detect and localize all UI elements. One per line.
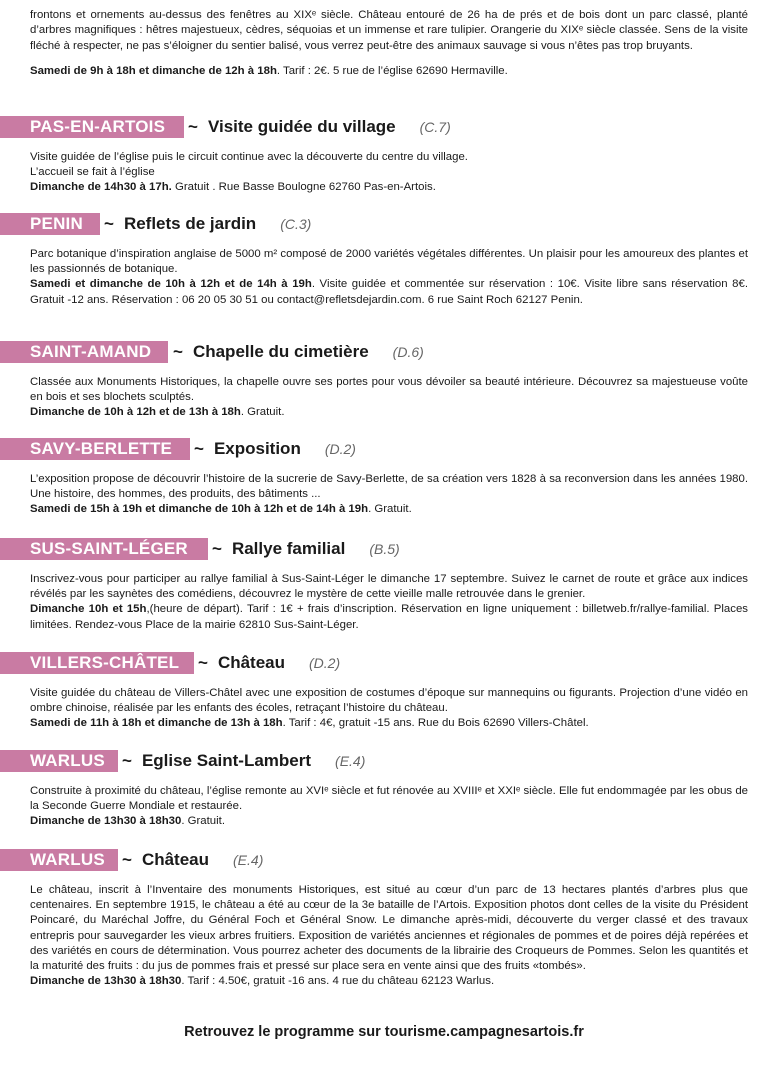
event-description: Classée aux Monuments Historiques, la chapelle ouvre ses portes pour vous dévoiler sa beauté intérieure. Découvrez sa majestueuse voûte en bois et ses blochets sculptés. xyxy=(30,376,748,404)
event-title: Château xyxy=(217,653,286,672)
event-heading xyxy=(0,849,768,871)
event-schedule-details: Gratuit . Rue Basse Boulogne 62760 Pas-en-Artois. xyxy=(171,181,436,194)
event-title: Reflets de jardin xyxy=(123,214,257,233)
event-body xyxy=(30,883,748,989)
event-body xyxy=(30,375,748,421)
map-grid-ref: (C.7) xyxy=(419,119,451,135)
tilde-separator: ~ xyxy=(173,342,183,361)
event-heading xyxy=(0,438,768,460)
event-schedule-details: . Tarif : 4€, gratuit -15 ans. Rue du Bois 62690 Villers-Châtel. xyxy=(282,717,589,730)
town-badge: PENIN xyxy=(0,213,100,235)
event-description: Construite à proximité du château, l’église remonte au XVIᵉ siècle et fut rénovée au XVIIIᵉ et XXIᵉ siècle. Elle fut endommagée par les obus de la Seconde Guerre Mondiale et restaurée. xyxy=(30,785,748,813)
event-schedule xyxy=(30,602,748,632)
event-schedule-details: ,(heure de départ). Tarif : 1€ + frais d’inscription. Réservation en ligne uniquement : billetweb.fr/rallye-familial. Places limitées. Rendez-vous Place de la mairie 62810 Sus-Saint-Léger. xyxy=(30,603,748,631)
town-badge: WARLUS xyxy=(0,849,118,871)
event-title-line xyxy=(122,849,263,871)
event-warlus-eglise xyxy=(0,750,768,830)
event-sus-saint-leger xyxy=(0,538,768,633)
map-grid-ref: (D.2) xyxy=(309,655,341,671)
town-badge: WARLUS xyxy=(0,750,118,772)
event-description: Le château, inscrit à l’Inventaire des monuments Historiques, est situé au cœur d’un parc de 13 hectares plantés d’arbres plus que centenaires. En septembre 1915, le château a été au cœur de la 3e bataille de l’Artois. Exposition photos dont celles de la visite du Président Poincaré, du Maréchal Joffre, du Général Foch et Général Snow. Le dimanche après-midi, découverte du verger classé et des travaux entrepris pour sauvegarder les vieux arbres fruitiers. Exposition de variétés anciennes et régionales de pommes et de poires déjà repérées et des variétés en cours de détermination. Vous pourrez acheter des documents de la librairie des Croqueurs de Pommes. Selon les quantités et la maturité des fruits : du jus de pommes frais et pressé sur place sera en vente ainsi que des fruits «tombés». xyxy=(30,884,748,973)
event-villers-chatel xyxy=(0,652,768,732)
event-schedule-hours: Dimanche de 10h à 12h et de 13h à 18h xyxy=(30,406,241,419)
map-grid-ref: (B.5) xyxy=(369,541,400,557)
map-grid-ref: (C.3) xyxy=(280,216,312,232)
event-title: Visite guidée du village xyxy=(207,117,396,136)
event-body xyxy=(30,784,748,830)
event-schedule-hours: Dimanche de 13h30 à 18h30 xyxy=(30,815,182,828)
event-title: Château xyxy=(141,850,210,869)
event-penin xyxy=(0,213,768,308)
event-description: Inscrivez-vous pour participer au rallye familial à Sus-Saint-Léger le dimanche 17 septembre. Suivez le carnet de route et grâce aux indices révélés par les saynètes des comédiens, découvrez le mystère de cette vieille malle retrouvée dans le grenier. xyxy=(30,573,748,601)
event-title-line xyxy=(212,538,400,560)
event-schedule-details: . Gratuit. xyxy=(240,406,285,419)
intro-text: frontons et ornements au-dessus des fenêtres au XIXᵉ siècle. Château entouré de 26 ha de prés et de bois dont un parc classé, planté d’arbres magnifiques : hêtres majestueux, cèdres, séquoias et un immense et rare tulipier. Orangerie du XIXᵉ siècle classée. Sens de la visite fléché à respecter, ne pas s’éloigner du sentier balisé, vous verrez peut-être des animaux sauvage si vous n’êtes pas trop bruyants. xyxy=(30,9,748,52)
event-heading xyxy=(0,341,768,363)
tilde-separator: ~ xyxy=(122,751,132,770)
tilde-separator: ~ xyxy=(104,214,114,233)
event-heading xyxy=(0,213,768,235)
town-badge: VILLERS-CHÂTEL xyxy=(0,652,194,674)
event-schedule xyxy=(30,180,748,195)
event-body xyxy=(30,472,748,518)
event-heading xyxy=(0,538,768,560)
event-description: Visite guidée de l’église puis le circuit continue avec la découverte du centre du village. xyxy=(30,151,468,163)
event-title-line xyxy=(122,750,365,772)
event-pas-en-artois xyxy=(0,116,768,196)
event-title: Eglise Saint-Lambert xyxy=(141,751,312,770)
event-schedule-details: . Gratuit. xyxy=(368,503,412,516)
event-schedule-hours: Dimanche de 14h30 à 17h. xyxy=(30,181,172,194)
intro-schedule-hours: Samedi de 9h à 18h et dimanche de 12h à 18h xyxy=(30,65,277,78)
intro-schedule xyxy=(30,64,748,79)
event-schedule-details: . Tarif : 4.50€, gratuit -16 ans. 4 rue du château 62123 Warlus. xyxy=(181,975,495,988)
event-schedule xyxy=(30,277,748,307)
event-heading xyxy=(0,116,768,138)
event-heading xyxy=(0,652,768,674)
event-schedule-hours: Samedi de 15h à 19h et dimanche de 10h à 12h et de 14h à 19h xyxy=(30,503,369,516)
event-body xyxy=(30,686,748,732)
map-grid-ref: (E.4) xyxy=(233,852,264,868)
event-title-line xyxy=(188,116,451,138)
tilde-separator: ~ xyxy=(194,439,204,458)
event-description: Parc botanique d’inspiration anglaise de 5000 m² composé de 2000 variétés végétales différentes. Un plaisir pour les amoureux des plantes et les passionnés de botanique. xyxy=(30,248,748,276)
event-schedule xyxy=(30,716,748,731)
tilde-separator: ~ xyxy=(198,653,208,672)
tilde-separator: ~ xyxy=(212,539,222,558)
event-schedule-hours: Samedi de 11h à 18h et dimanche de 13h à 18h xyxy=(30,717,283,730)
event-title-line xyxy=(104,213,311,235)
event-description: L’exposition propose de découvrir l’histoire de la sucrerie de Savy-Berlette, de sa création vers 1828 à sa reconversion dans les années 1980. Une histoire, des hommes, des produits, des bâtiments ... xyxy=(30,473,748,501)
intro-schedule-details: . Tarif : 2€. 5 rue de l’église 62690 Hermaville. xyxy=(276,65,508,78)
event-schedule xyxy=(30,814,748,829)
town-badge: SAINT-AMAND xyxy=(0,341,168,363)
event-schedule-details: . Gratuit. xyxy=(181,815,226,828)
event-title-line xyxy=(173,341,424,363)
event-schedule xyxy=(30,405,748,420)
map-grid-ref: (E.4) xyxy=(335,753,366,769)
event-title: Rallye familial xyxy=(231,539,346,558)
event-body xyxy=(30,150,748,196)
event-schedule-hours: Dimanche 10h et 15h xyxy=(30,603,147,616)
event-description: L’accueil se fait à l’église xyxy=(30,166,155,179)
event-schedule xyxy=(30,502,748,517)
town-badge: SAVY-BERLETTE xyxy=(0,438,190,460)
event-schedule xyxy=(30,974,748,989)
tilde-separator: ~ xyxy=(122,850,132,869)
event-title: Exposition xyxy=(213,439,301,458)
event-title-line xyxy=(194,438,356,460)
event-body xyxy=(30,572,748,633)
event-schedule-details: . Visite guidée et commentée sur réservation : 10€. Visite libre sans réservation 8€. Gratuit -12 ans. Réservation : 06 20 05 30 51 ou contact@refletsdejardin.com. 6 rue Saint Roch 62127 Penin. xyxy=(30,278,748,306)
event-title: Chapelle du cimetière xyxy=(192,342,369,361)
event-schedule-hours: Samedi et dimanche de 10h à 12h et de 14h à 19h xyxy=(30,278,312,291)
event-heading xyxy=(0,750,768,772)
map-grid-ref: (D.2) xyxy=(324,441,356,457)
event-title-line xyxy=(198,652,340,674)
town-badge: SUS-SAINT-LÉGER xyxy=(0,538,208,560)
event-body xyxy=(30,247,748,308)
event-warlus-chateau xyxy=(0,849,768,989)
map-grid-ref: (D.6) xyxy=(392,344,424,360)
intro-block xyxy=(30,8,748,80)
event-saint-amand xyxy=(0,341,768,421)
tilde-separator: ~ xyxy=(188,117,198,136)
event-savy-berlette xyxy=(0,438,768,518)
footer-programme-link: Retrouvez le programme sur tourisme.campagnesartois.fr xyxy=(184,1024,584,1040)
town-badge: PAS-EN-ARTOIS xyxy=(0,116,184,138)
event-description: Visite guidée du château de Villers-Châtel avec une exposition de costumes d’époque sur mannequins ou figurants. Projection d’une vidéo en ombre chinoise, réalisée par les enfants des écoles, retraçant l’histoire du château. xyxy=(30,687,748,715)
event-schedule-hours: Dimanche de 13h30 à 18h30 xyxy=(30,975,182,988)
